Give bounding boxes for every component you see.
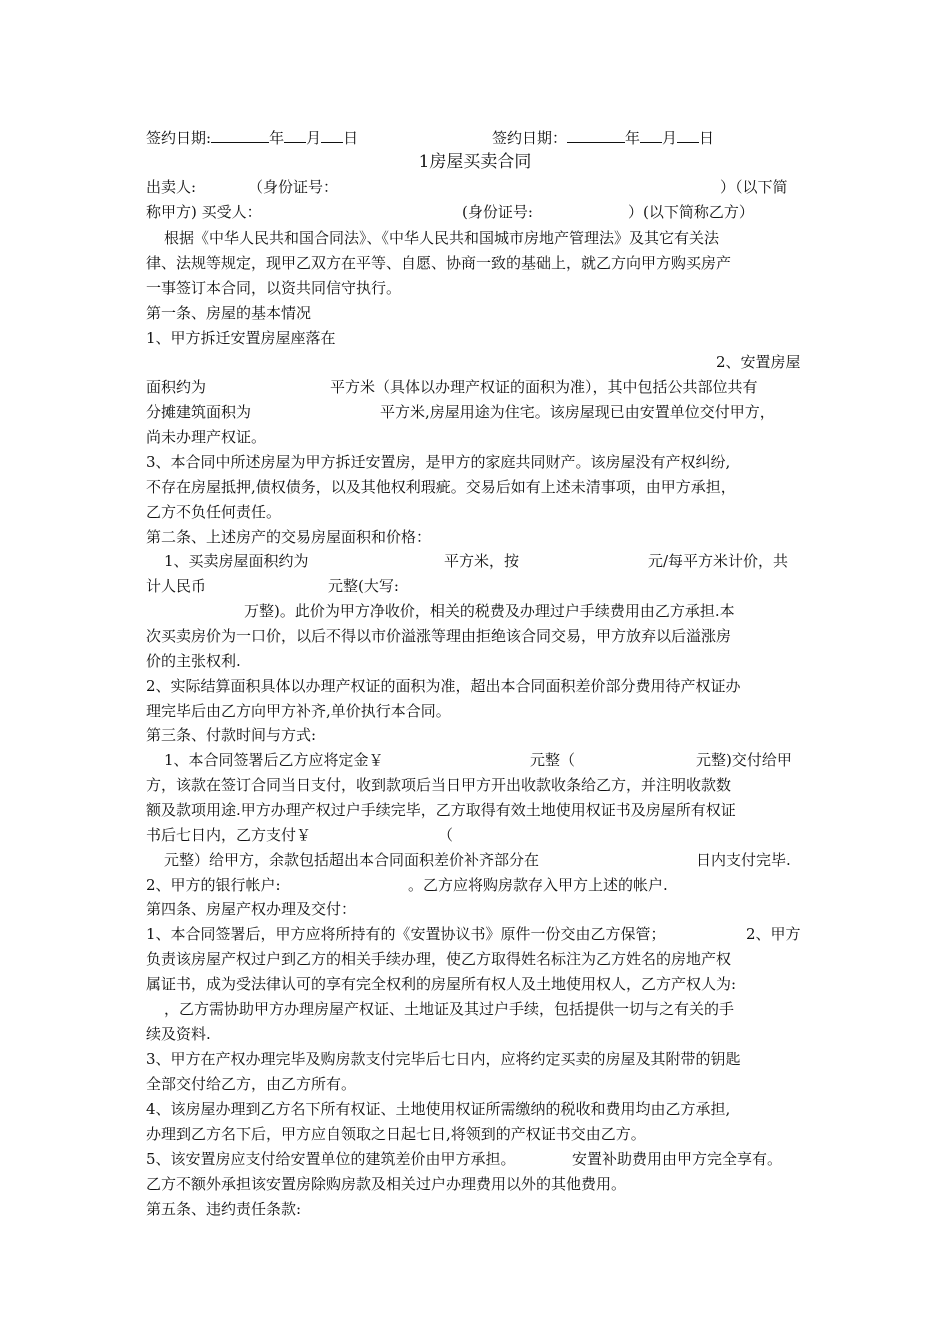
article-2-line [146,601,810,621]
article-3-line [146,875,810,895]
article-4-heading [146,899,810,919]
article-2-heading [146,527,810,547]
clause-text: 面积约为 [146,378,207,396]
day-label-right: 日 [699,129,715,147]
article-4-line [146,1124,810,1144]
year-label-right: 年 [625,129,641,147]
preamble-text: 一事签订本合同，以资共同信守执行。 [146,279,402,297]
seller-id-label: （身份证号： [248,178,339,196]
article-heading-text: 第三条、付款时间与方式: [146,726,317,744]
article-heading-text: 第一条、房屋的基本情况 [146,304,312,322]
article-4-line [146,1024,810,1044]
clause-text: 日内支付完毕. [696,851,791,869]
buyer-label: 称甲方) 买受人： [146,203,262,221]
clause-text: 2、甲方的银行帐户: [146,876,281,894]
clause-text: 元整)交付给甲 [696,751,792,769]
preamble-text: 根据《中华人民共和国合同法》、《中华人民共和国城市房地产管理法》及其它有关法 [164,229,720,247]
clause-text: 4、该房屋办理到乙方名下所有权证、土地使用权证所需缴纳的税收和费用均由乙方承担, [146,1100,731,1118]
article-3-line [146,750,810,770]
clause-text: 5、该安置房应支付给安置单位的建筑差价由甲方承担。 [146,1150,516,1168]
clause-text: 元整）给甲方，余款包括超出本合同面积差价补齐部分在 [164,851,540,869]
day-blank-right [677,127,699,143]
article-4-line [146,924,810,944]
preamble-line [146,278,810,298]
article-1-line [146,328,810,348]
article-4-line [146,1174,810,1194]
article-heading-text: 第二条、上述房产的交易房屋面积和价格： [146,528,432,546]
article-1-line [146,377,810,397]
preamble-line [146,228,810,248]
clause-text: 2、实际结算面积具体以办理产权证的面积为准，超出本合同面积差价部分费用待产权证办 [146,677,741,695]
clause-text: 。乙方应将购房款存入甲方上述的帐户. [408,876,668,894]
buyer-close: ）(以下简称乙方） [628,203,754,221]
seller-close: ）（以下简 [720,178,788,196]
article-5-heading [146,1199,810,1219]
clause-text: 万整)。此价为甲方净收价，相关的税费及办理过户手续费用由乙方承担.本 [244,602,735,620]
article-1-line [146,502,810,522]
article-3-line [146,800,810,820]
article-1-line [146,452,810,472]
article-4-line [146,949,810,969]
signing-date-right-label: 签约日期： [492,129,568,147]
clause-text: 乙方不负任何责任。 [146,503,282,521]
article-3-heading [146,725,810,745]
article-4-line [146,999,810,1019]
buyer-line [146,202,810,222]
clause-text: 属证书，成为受法律认可的享有完全权利的房屋所有权人及土地使用权人，乙方产权人为: [146,975,737,993]
clause-text: 续及资料. [146,1025,211,1043]
clause-text: 负责该房屋产权过户到乙方的相关手续办理，使乙方取得姓名标注为乙方姓名的房地产权 [146,950,732,968]
article-1-line [146,352,810,372]
article-1-line [146,427,810,447]
article-heading-text: 第四条、房屋产权办理及交付： [146,900,357,918]
clause-text: 2、安置房屋 [716,353,801,371]
clause-text: 2、甲方 [746,925,801,943]
signing-date-right [492,127,714,147]
clause-text: （ [438,826,454,844]
clause-text: 1、本合同签署后，甲方应将所持有的《安置协议书》原件一份交由乙方保管； [146,925,666,943]
article-heading-text: 第五条、违约责任条款: [146,1200,302,1218]
seller-line [146,177,810,197]
clause-text: ，乙方需协助甲方办理房屋产权证、土地证及其过户手续，包括提供一切与之有关的手 [164,1000,735,1018]
year-blank-right [567,127,625,143]
document-title: 1房屋买卖合同 [418,152,532,172]
article-4-line [146,1049,810,1069]
buyer-id-label: (身份证号: [462,203,533,221]
clause-text: 办理到乙方名下后，甲方应自领取之日起七日,将领到的产权证书交由乙方。 [146,1125,646,1143]
clause-text: 理完毕后由乙方向甲方补齐,单价执行本合同。 [146,702,451,720]
month-blank-right [640,127,662,143]
day-blank-left [321,127,343,143]
clause-text: 书后七日内，乙方支付￥ [146,826,312,844]
clause-text: 1、本合同签署后乙方应将定金￥ [164,751,384,769]
clause-text: 价的主张权利. [146,652,241,670]
clause-text: 平方米，按 [444,552,520,570]
article-3-line [146,850,810,870]
signing-date-row [146,127,810,147]
clause-text: 平方米,房屋用途为住宅。该房屋现已由安置单位交付甲方， [380,403,775,421]
signing-date-left [146,127,358,147]
month-blank-left [284,127,306,143]
article-2-line [146,626,810,646]
clause-text: 尚未办理产权证。 [146,428,267,446]
article-2-line [146,551,810,571]
clause-text: 元整（ [530,751,576,769]
clause-text: 分摊建筑面积为 [146,403,252,421]
seller-label: 出卖人: [146,178,197,196]
article-4-line [146,1074,810,1094]
article-1-line [146,477,810,497]
clause-text: 次买卖房价为一口价，以后不得以市价溢涨等理由拒绝该合同交易，甲方放弃以后溢涨房 [146,627,732,645]
clause-text: 1、买卖房屋面积约为 [164,552,309,570]
clause-text: 乙方不额外承担该安置房除购房款及相关过户办理费用以外的其他费用。 [146,1175,627,1193]
article-4-line [146,1149,810,1169]
clause-text: 3、本合同中所述房屋为甲方拆迁安置房，是甲方的家庭共同财产。该房屋没有产权纠纷, [146,453,731,471]
clause-text: 3、甲方在产权办理完毕及购房款支付完毕后七日内，应将约定买卖的房屋及其附带的钥匙 [146,1050,741,1068]
clause-text: 全部交付给乙方，由乙方所有。 [146,1075,357,1093]
article-4-line [146,974,810,994]
article-4-line [146,1099,810,1119]
article-2-line [146,676,810,696]
clause-text: 方，该款在签订合同当日支付，收到款项后当日甲方开出收款收条给乙方，并注明收款数 [146,776,732,794]
preamble-line [146,253,810,273]
article-2-line [146,651,810,671]
clause-text: 平方米（具体以办理产权证的面积为准），其中包括公共部位共有 [330,378,758,396]
year-blank-left [211,127,269,143]
year-label-left: 年 [269,129,285,147]
month-label-left: 月 [306,129,322,147]
clause-text: 计人民币 [146,577,207,595]
clause-text: 1、甲方拆迁安置房屋座落在 [146,329,336,347]
clause-text: 元整(大写: [328,577,399,595]
month-label-right: 月 [662,129,678,147]
clause-text: 元/每平方米计价，共 [648,552,789,570]
article-3-line [146,775,810,795]
article-2-line [146,701,810,721]
article-1-line [146,402,810,422]
preamble-text: 律、法规等规定，现甲乙双方在平等、自愿、协商一致的基础上，就乙方向甲方购买房产 [146,254,732,272]
day-label-left: 日 [343,129,359,147]
clause-text: 额及款项用途.甲方办理产权过户手续完毕，乙方取得有效土地使用权证书及房屋所有权证 [146,801,736,819]
article-2-line [146,576,810,596]
article-3-line [146,825,810,845]
clause-text: 不存在房屋抵押,债权债务，以及其他权利瑕疵。交易后如有上述未清事项，由甲方承担， [146,478,736,496]
article-1-heading [146,303,810,323]
signing-date-left-label: 签约日期: [146,129,212,147]
clause-text: 安置补助费用由甲方完全享有。 [572,1150,783,1168]
